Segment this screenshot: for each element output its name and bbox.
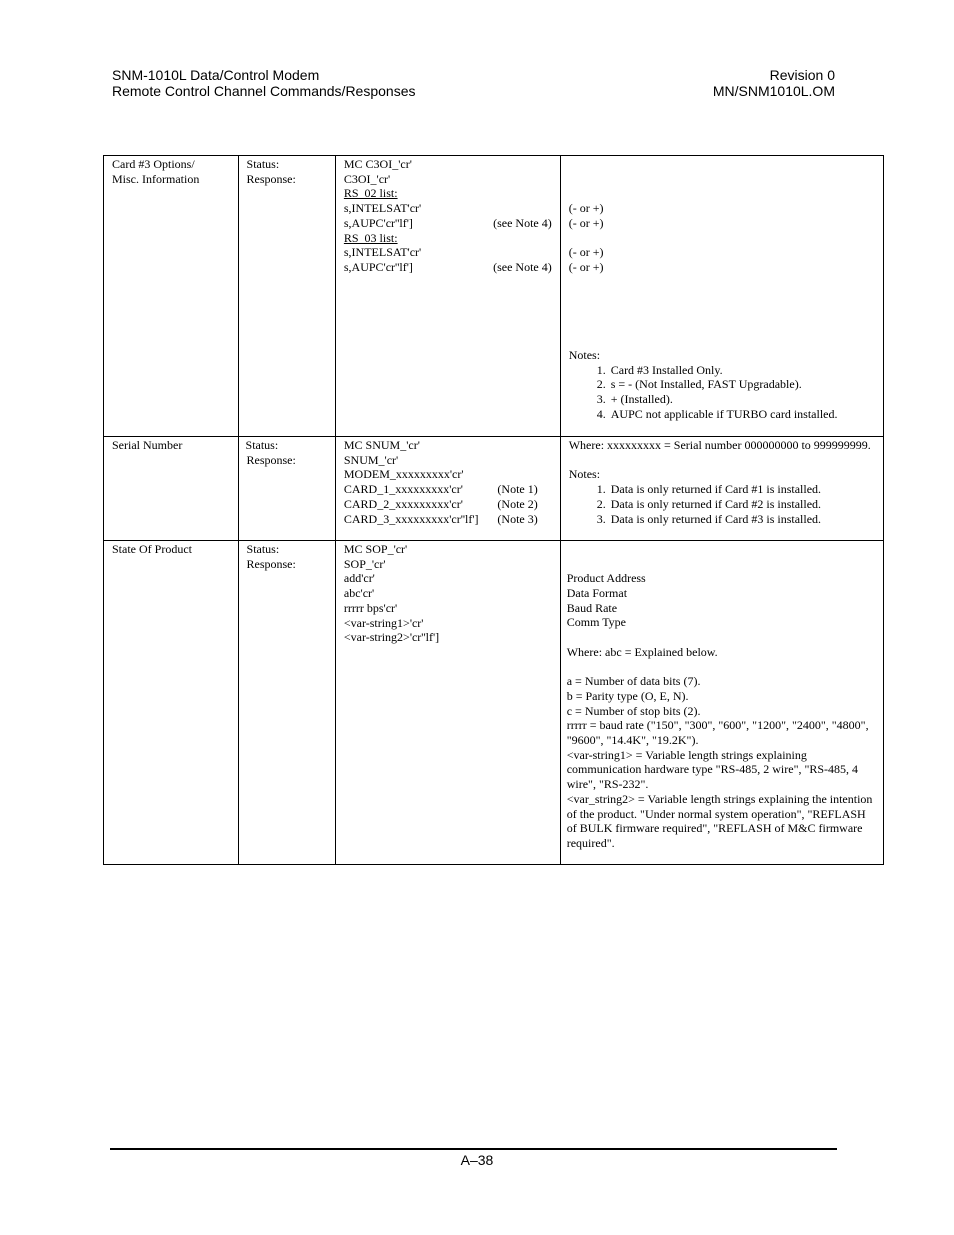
- note-reference: (Note 1): [497, 482, 538, 497]
- description-cell: [560, 541, 883, 865]
- note-reference: (Note 3): [497, 511, 538, 526]
- command-line: SNUM_'cr': [343, 452, 399, 467]
- note-item: 2. Data is only returned if Card #2 is installed.: [609, 497, 877, 512]
- command-line: C3OI_'cr': [343, 171, 391, 186]
- section-title: Remote Control Channel Commands/Responses: [112, 83, 416, 99]
- command-text: CARD_1_xxxxxxxxx'cr': [343, 482, 463, 497]
- command-line: MC C3OI_'cr': [343, 157, 412, 171]
- command-table: [103, 155, 884, 865]
- command-line: add'cr': [343, 571, 375, 586]
- type-response: Response:: [246, 556, 296, 571]
- note-reference: (see Note 4): [493, 215, 552, 230]
- command-line: s,INTELSAT'cr': [343, 245, 422, 260]
- command-text: CARD_2_xxxxxxxxx'cr': [343, 496, 463, 511]
- description-line: Baud Rate: [566, 600, 618, 615]
- description-line: <var-string1> = Variable length strings explaining communication hardware type "RS-485, 2 wire", "RS-485, 4 wire", "RS-232".: [566, 747, 859, 792]
- value-range: (- or +): [568, 259, 604, 274]
- type-status: Status:: [246, 157, 280, 171]
- document-title: SNM-1010L Data/Control Modem: [112, 67, 320, 83]
- command-line: [344, 260, 552, 275]
- command-text: CARD_3_xxxxxxxxx'cr''lf']: [343, 511, 479, 526]
- table-row: [104, 437, 884, 541]
- description-line: c = Number of stop bits (2).: [566, 703, 701, 718]
- description-line: Data Format: [566, 586, 628, 601]
- type-status: Status:: [245, 438, 279, 452]
- command-cell: [335, 437, 560, 541]
- command-line: s,INTELSAT'cr': [343, 201, 422, 216]
- notes-label: Notes:: [568, 348, 601, 362]
- table-row: [104, 156, 884, 437]
- note-item: 4. AUPC not applicable if TURBO card installed.: [609, 407, 877, 422]
- page-number: A–38: [460, 1152, 494, 1168]
- note-item: 1. Card #3 Installed Only.: [609, 363, 877, 378]
- command-text: s,AUPC'cr''lf']: [343, 259, 413, 274]
- type-cell: [238, 156, 335, 437]
- notes-list: [569, 363, 877, 422]
- note-item: 3. + (Installed).: [609, 392, 877, 407]
- table-row: [104, 541, 884, 865]
- command-line: [344, 216, 552, 231]
- parameter-cell: [104, 156, 239, 437]
- list-heading: RS_03 list:: [343, 230, 398, 245]
- command-line: [344, 482, 552, 497]
- type-response: Response:: [246, 171, 296, 186]
- note-item: 3. Data is only returned if Card #3 is installed.: [609, 512, 877, 527]
- command-line: rrrrr bps'cr': [343, 600, 398, 615]
- page-header-left: [112, 67, 415, 99]
- parameter-name: State Of Product: [112, 542, 192, 556]
- command-line: MC SNUM_'cr': [343, 438, 420, 452]
- command-line: SOP_'cr': [343, 556, 386, 571]
- note-reference: (Note 2): [497, 496, 538, 511]
- footer-divider: [110, 1148, 837, 1150]
- notes-label: Notes:: [568, 467, 601, 482]
- description-line: a = Number of data bits (7).: [566, 674, 701, 689]
- description-line: <var_string2> = Variable length strings explaining the intention of the product. "Under normal system operation", "REFLASH of BULK firmware required", "REFLASH of M&C firmware required".: [566, 791, 873, 850]
- page-header-right: [713, 67, 835, 99]
- type-status: Status:: [246, 542, 280, 556]
- type-cell: [238, 541, 335, 865]
- description-line: b = Parity type (O, E, N).: [566, 688, 689, 703]
- description-cell: [560, 156, 883, 437]
- value-range: (- or +): [568, 201, 604, 216]
- description-line: Where: abc = Explained below.: [566, 644, 718, 659]
- note-reference: (see Note 4): [493, 259, 552, 274]
- parameter-cell: [104, 541, 239, 865]
- list-heading: RS_02 list:: [343, 186, 398, 201]
- type-response: Response:: [246, 452, 296, 467]
- command-line: <var-string1>'cr': [343, 615, 424, 630]
- value-range: (- or +): [568, 245, 604, 260]
- note-item: 1. Data is only returned if Card #1 is installed.: [609, 482, 877, 497]
- command-cell: [335, 541, 560, 865]
- command-text: s,AUPC'cr''lf']: [343, 215, 413, 230]
- document-number: MN/SNM1010L.OM: [712, 83, 835, 99]
- parameter-name: Card #3 Options/: [112, 157, 195, 171]
- description-line: rrrrr = baud rate ("150", "300", "600", "1200", "2400", "4800", "9600", "14.4K", "19.2K").: [566, 718, 869, 748]
- revision-label: Revision 0: [769, 67, 835, 83]
- parameter-cell: [104, 437, 239, 541]
- command-line: MC SOP_'cr': [343, 542, 408, 556]
- command-line: <var-string2>'cr''lf']: [343, 630, 440, 645]
- parameter-name: Serial Number: [112, 438, 183, 452]
- description-line: Comm Type: [566, 615, 627, 630]
- command-line: [344, 512, 552, 527]
- description-line: Product Address: [566, 571, 646, 586]
- command-line: MODEM_xxxxxxxxx'cr': [343, 467, 464, 482]
- description-cell: [560, 437, 883, 541]
- value-range: (- or +): [568, 215, 604, 230]
- parameter-name: Misc. Information: [112, 171, 200, 186]
- notes-list: [569, 482, 877, 526]
- type-cell: [238, 437, 335, 541]
- command-cell: [335, 156, 560, 437]
- command-line: [344, 497, 552, 512]
- note-item: 2. s = - (Not Installed, FAST Upgradable).: [609, 377, 877, 392]
- serial-where-text: Where: xxxxxxxxx = Serial number 000000000 to 999999999.: [568, 438, 871, 452]
- command-line: abc'cr': [343, 586, 375, 601]
